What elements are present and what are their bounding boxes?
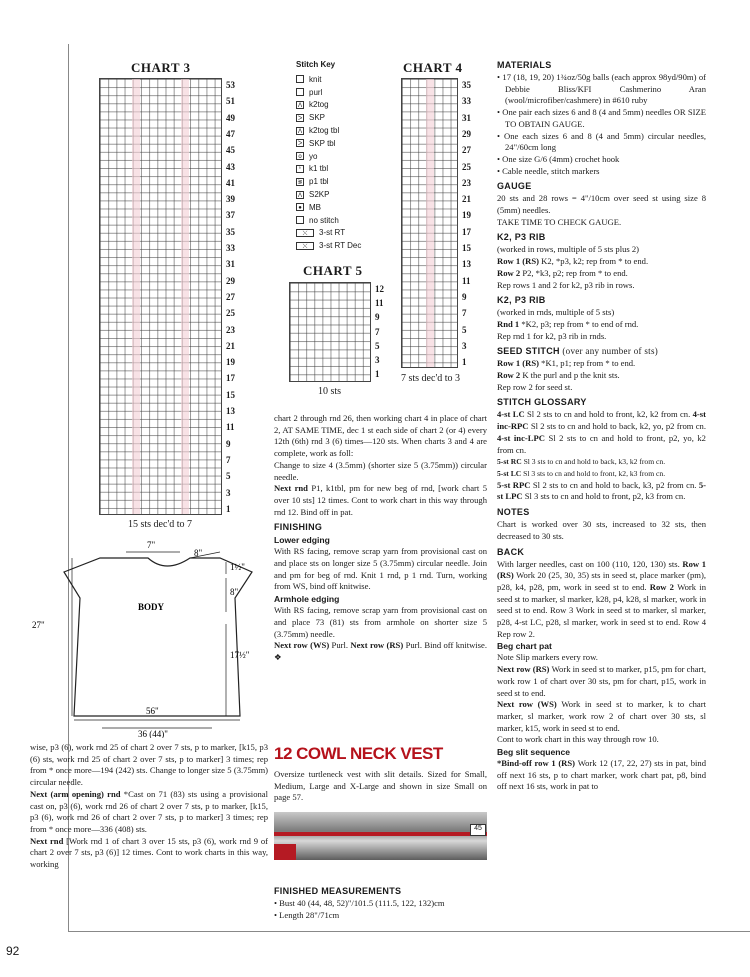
- paragraph: 20 sts and 28 rows = 4"/10cm over seed st using size 8 (5mm) needles.: [497, 193, 706, 216]
- row-number: 51: [226, 96, 235, 107]
- paragraph: 5-st RC Sl 3 sts to cn and hold to back, k3, k2 from cn.: [497, 457, 666, 467]
- measurement-item: • Length 28"/71cm: [282, 910, 487, 922]
- stitch-symbol-icon: ⤬: [296, 242, 314, 250]
- sub-heading: Beg chart pat: [497, 641, 552, 652]
- chart5-caption: 10 sts: [318, 386, 342, 397]
- row-number: 17: [462, 226, 471, 237]
- stitch-symbol-icon: [296, 88, 304, 96]
- section-heading: K2, P3 RIB: [497, 295, 546, 306]
- stitch-key-item: [296, 214, 361, 227]
- paragraph: (worked in rnds, multiple of 5 sts): [497, 307, 615, 318]
- stitch-symbol-icon: Λ: [297, 192, 302, 199]
- stitch-symbol-icon: ●: [296, 203, 304, 211]
- row-number: 43: [226, 161, 235, 172]
- row-number: 41: [226, 177, 235, 188]
- row-number: 9: [462, 291, 467, 302]
- stitch-symbol-icon: ᐳ: [297, 115, 303, 122]
- paragraph: Rep rnd 1 for k2, p3 rib in rnds.: [497, 330, 607, 341]
- stitch-key-item: [296, 175, 361, 188]
- row-number: 35: [462, 80, 471, 90]
- row-number: 15: [462, 243, 471, 253]
- stitch-key-item: [296, 227, 361, 240]
- stitch-key-label: SKP: [309, 113, 326, 123]
- stitch-key-label: 3-st RT: [319, 228, 346, 238]
- row-number: 7: [226, 454, 231, 465]
- finished-title: FINISHED MEASUREMENTS: [274, 886, 402, 896]
- paragraph: Next row (WS) Purl. Next row (RS) Purl. Bind off knitwise. ❖: [274, 640, 487, 662]
- row-number: 39: [226, 194, 235, 205]
- section-heading: GAUGE: [497, 181, 532, 192]
- dim-width: 56": [146, 706, 159, 716]
- paragraph: Next row (RS) Work in seed st to marker, p15, pm for chart, work row 1 of chart over 30 sts, pm for chart, p15, work in seed st to end.: [497, 664, 707, 698]
- row-number: 5: [462, 324, 467, 335]
- row-number: 25: [462, 161, 471, 172]
- row-number: 31: [462, 112, 471, 123]
- row-number: 29: [226, 275, 235, 286]
- dim-side: 17½": [230, 650, 250, 660]
- paragraph: (worked in rows, multiple of 5 sts plus 2): [497, 244, 640, 255]
- photo-tag: 45: [470, 824, 486, 836]
- stitch-key-item: [296, 86, 361, 99]
- section-heading: FINISHING: [274, 522, 323, 533]
- chart3-caption: 15 sts dec'd to 7: [128, 519, 193, 530]
- row-number: 1: [462, 357, 467, 368]
- stitch-key-label: purl: [309, 87, 323, 97]
- row-number: 27: [226, 291, 235, 302]
- stitch-key-label: p1 tbl: [309, 177, 329, 187]
- stitch-symbol-icon: ᕒ: [297, 179, 303, 186]
- row-number: 49: [226, 112, 235, 123]
- stitch-key-title: Stitch Key: [296, 60, 336, 69]
- paragraph: Row 1 (RS) *K1, p1; rep from * to end.: [497, 358, 636, 369]
- dim-shoulder-drop: 1½": [230, 562, 245, 572]
- stitch-key-label: S2KP: [309, 190, 330, 200]
- sub-heading: Lower edging: [274, 535, 330, 546]
- row-number: 33: [226, 243, 235, 253]
- stitch-symbol-icon: ⤬: [296, 229, 314, 237]
- paragraph: Next row (WS) Work in seed st to marker, k to chart marker, sl marker, work row 2 of chart over 30 sts, sl marker, k15, work in seed st to end.: [497, 699, 706, 733]
- list-item: • 17 (18, 19, 20) 1¾oz/50g balls (each approx 98yd/90m) of Debbie Bliss/KFI Cashmerino Aran (wool/microfiber/cashmere) in #610 ruby: [505, 72, 706, 107]
- row-number: 33: [462, 96, 471, 107]
- pattern-intro: [274, 769, 487, 804]
- paragraph: Next rnd [Work rnd 1 of chart 3 over 15 sts, p3 (6), work rnd 9 of chart 2 over 7 sts, p3 (6)] 12 times. Cont to work charts in this way, working: [30, 835, 268, 870]
- row-number: 7: [462, 308, 467, 319]
- row-number: 27: [462, 145, 471, 156]
- dim-lower: 36 (44)": [138, 729, 168, 738]
- row-number: 5: [375, 340, 380, 351]
- paragraph: Rep rows 1 and 2 for k2, p3 rib in rows.: [497, 279, 635, 290]
- row-number: 9: [226, 438, 231, 449]
- schematic-label: BODY: [138, 602, 165, 612]
- stitch-symbol-icon: o: [296, 152, 304, 160]
- chart3-grid: [99, 78, 222, 515]
- section-heading: STITCH GLOSSARY: [497, 397, 587, 408]
- section-heading: MATERIALS: [497, 60, 552, 70]
- paragraph: Note Slip markers every row.: [497, 652, 598, 663]
- row-number: 25: [226, 308, 235, 319]
- paragraph: TAKE TIME TO CHECK GAUGE.: [497, 216, 622, 227]
- paragraph: 5-st RPC Sl 2 sts to cn and hold to back, k3, p2 from cn. 5-st LPC Sl 3 sts to cn and hold to front, p2, k3 from cn.: [497, 479, 706, 502]
- row-number: 3: [226, 487, 231, 498]
- row-number: 1: [226, 503, 231, 514]
- stitch-key-label: yo: [309, 151, 318, 161]
- list-item: • One size G/6 (4mm) crochet hook: [505, 154, 706, 166]
- finished-measurements: [274, 882, 487, 921]
- paragraph: *Bind-off row 1 (RS) Work 12 (17, 22, 27) sts in pat, bind off next 16 sts, p to chart marker, work chart pat, p8, bind off next 16 sts, work in pat to: [497, 758, 706, 792]
- text-column-middle: [274, 413, 487, 664]
- page-frame-bottom: [68, 931, 750, 932]
- stitch-key-item: [296, 99, 361, 112]
- row-number: 11: [462, 275, 471, 286]
- chart3-shade: [181, 79, 189, 514]
- row-number: 37: [226, 210, 235, 221]
- paragraph: chart 2 through rnd 26, then working chart 4 in place of chart 2, AT SAME TIME, dec 1 st each side of chart 2 (or 4) every 12th (6th) rnd 3 (6) times—120 sts. When charts 3 and 4 are complete, work as foll:: [274, 413, 487, 459]
- pattern-banner: [274, 740, 489, 764]
- row-number: 45: [226, 145, 235, 156]
- stitch-key-label: k2tog: [309, 100, 329, 110]
- sub-heading: Beg slit sequence: [497, 747, 571, 758]
- chart4-shade: [426, 79, 434, 367]
- paragraph: Rnd 1 *K2, p3; rep from * to end of rnd.: [497, 318, 639, 329]
- list-item: • One each sizes 6 and 8 (4 and 5mm) circular needles, 24"/60cm long: [505, 131, 706, 154]
- section-heading: BACK: [497, 546, 525, 557]
- row-number: 23: [462, 177, 471, 188]
- row-number: 21: [226, 340, 235, 351]
- row-number: 3: [375, 355, 380, 365]
- body-schematic: [30, 538, 270, 738]
- paragraph: Row 1 (RS) K2, *p3, k2; rep from * to end.: [497, 256, 649, 267]
- row-number: 11: [226, 422, 235, 433]
- section-heading: NOTES: [497, 507, 530, 518]
- pattern-photo: [274, 812, 487, 860]
- page-number: 92: [6, 944, 20, 958]
- stitch-key-item: [296, 201, 361, 214]
- row-number: 19: [462, 210, 471, 221]
- paragraph: Chart is worked over 30 sts, increased to 32 sts, then decreased to 30 sts.: [497, 519, 706, 541]
- stitch-key-label: k1 tbl: [309, 164, 329, 174]
- stitch-symbol-icon: ᐳ: [297, 141, 303, 148]
- chart5-grid: [289, 282, 371, 382]
- paragraph: With RS facing, remove scrap yarn from provisional cast on and place 73 (81) sts from armhole on shorter size 5 (3.75mm) needle.: [274, 605, 487, 639]
- paragraph: Next (arm opening) rnd *Cast on 71 (83) sts using a provisional cast on, p3 (6), work rnd 26 of chart 2 over 7 sts, p to marker, [k15, p3 (6), work rnd 26 of chart 2 over 7 sts, p to marker] 3 times; rep from * once more—336 (408) sts.: [30, 788, 268, 834]
- stitch-key-label: MB: [309, 202, 321, 212]
- section-heading: K2, P3 RIB: [497, 232, 546, 243]
- paragraph: 5-st LC Sl 3 sts to cn and hold to front, k2, k3 from cn.: [497, 468, 666, 478]
- row-number: 17: [226, 373, 235, 384]
- stitch-key-item: [296, 163, 361, 176]
- stitch-key-item: [296, 111, 361, 124]
- row-number: 21: [462, 194, 471, 205]
- chart5-title: CHART 5: [303, 263, 363, 278]
- dim-shoulder: 8": [194, 548, 203, 558]
- stitch-symbol-icon: ᐱ: [297, 102, 303, 109]
- chart4-title: CHART 4: [403, 60, 463, 75]
- sub-heading: Armhole edging: [274, 594, 340, 605]
- row-number: 12: [375, 284, 384, 294]
- paragraph: wise, p3 (6), work rnd 25 of chart 2 over 7 sts, p to marker, [k15, p3 (6) sts, work rnd 25 of chart 2 over 7 sts, p to marker] 3 times; rep from * once more—194 (242) sts. Change to longer size 5 (3.75mm) circular needle.: [30, 742, 268, 788]
- paragraph: 4-st LC Sl 2 sts to cn and hold to front, k2, k2 from cn. 4-st inc-RPC Sl 2 sts to cn and hold to back, k2, yo, p2 from cn. 4-st inc-LPC Sl 2 sts to cn and hold to front, p2, yo, k2 from cn.: [497, 409, 706, 455]
- row-number: 11: [375, 298, 384, 309]
- row-number: 31: [226, 259, 235, 270]
- paragraph: With RS facing, remove scrap yarn from provisional cast on and place sts on longer size 5 (3.75mm) circular needle. Join and pm for beg of rnd. Knit 1 rnd, p 1 rnd. Turn, working from WS, bind off knitwise.: [274, 546, 487, 592]
- chart4-caption: 7 sts dec'd to 3: [401, 373, 461, 384]
- chart3-title: CHART 3: [131, 60, 191, 75]
- stitch-key-label: 3-st RT Dec: [319, 241, 362, 251]
- paragraph: Cont to work chart in this way through row 10.: [497, 734, 659, 745]
- stitch-key-item: [296, 124, 361, 137]
- row-number: 19: [226, 357, 235, 368]
- row-number: 35: [226, 226, 235, 237]
- row-number: 15: [226, 389, 235, 400]
- row-number: 5: [226, 471, 231, 482]
- paragraph: Change to size 4 (3.5mm) (shorter size 5 (3.75mm)) circular needle.: [274, 459, 487, 482]
- stitch-symbol-icon: [296, 216, 304, 224]
- row-number: 9: [375, 312, 380, 323]
- chart3-shade: [132, 79, 140, 514]
- text-column-left: [30, 742, 268, 871]
- paragraph: Next rnd P1, k1tbl, pm for new beg of rnd, [work chart 5 over 10 sts] 12 times. Cont to work chart in this way through rnd 12. Bind off in pat.: [274, 483, 487, 517]
- paragraph: Row 2 P2, *k3, p2; rep from * to end.: [497, 267, 628, 278]
- dim-length: 27": [32, 620, 45, 630]
- row-number: 7: [375, 326, 380, 337]
- measurement-item: • Bust 40 (44, 48, 52)"/101.5 (111.5, 122, 132)cm: [282, 898, 487, 910]
- row-number: 1: [375, 369, 380, 380]
- list-item: • One pair each sizes 6 and 8 (4 and 5mm) needles OR SIZE TO OBTAIN GAUGE.: [505, 107, 706, 130]
- stitch-key-item: [296, 73, 361, 86]
- stitch-key-item: [296, 188, 361, 201]
- row-number: 3: [462, 340, 467, 351]
- stitch-key-label: k2tog tbl: [309, 126, 340, 136]
- stitch-symbol-icon: [296, 75, 304, 83]
- paragraph: Row 2 K the purl and p the knit sts.: [497, 370, 620, 381]
- paragraph: Rep row 2 for seed st.: [497, 381, 573, 392]
- section-heading: SEED STITCH (over any number of sts): [497, 346, 659, 357]
- dim-neck: 7": [147, 540, 156, 550]
- row-number: 47: [226, 128, 235, 139]
- text-column-right: [497, 56, 706, 793]
- pattern-title: 12 COWL NECK VEST: [274, 744, 443, 763]
- stitch-symbol-icon: ᕑ: [296, 165, 304, 173]
- pattern-intro-text: Oversize turtleneck vest with slit details. Sized for Small, Medium, Large and X-Large and shown in size Small on page 57.: [274, 769, 487, 803]
- stitch-symbol-icon: ᐱ: [297, 128, 303, 135]
- stitch-key-item: [296, 239, 361, 252]
- stitch-key: [296, 60, 361, 252]
- stitch-key-label: knit: [309, 74, 322, 84]
- list-item: • Cable needle, stitch markers: [505, 166, 706, 178]
- stitch-key-label: no stitch: [309, 215, 339, 225]
- row-number: 23: [226, 324, 235, 335]
- row-number: 13: [462, 259, 471, 270]
- row-number: 13: [226, 406, 235, 416]
- row-number: 53: [226, 80, 235, 90]
- paragraph: With larger needles, cast on 100 (110, 120, 130) sts. Row 1 (RS) Work 20 (25, 30, 35) sts in seed st, place marker (pm), p28, k4, p28, pm, work in seed st to end. Row 2 Work in seed st to marker, sl marker, k28, p4, k28, sl marker, work in seed st to end. Row 3 Work in seed st to marker, sl marker, p28, 4-st LC, p28, sl marker, work in seed st to end. Row 4 Rep row 2.: [497, 558, 706, 639]
- stitch-key-label: SKP tbl: [309, 138, 336, 148]
- row-number: 29: [462, 128, 471, 139]
- dim-armhole: 8": [230, 587, 239, 597]
- stitch-key-item: [296, 150, 361, 163]
- stitch-key-item: [296, 137, 361, 150]
